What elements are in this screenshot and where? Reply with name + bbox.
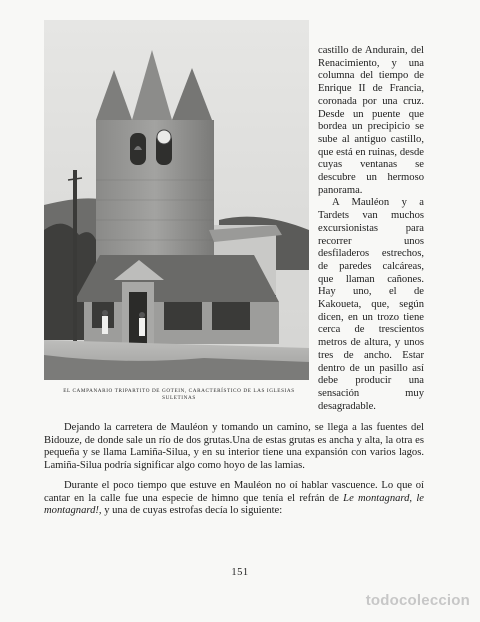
song-refrain-italic: Le montagnard, le montagnard!, — [44, 492, 424, 517]
body-text-2 — [44, 480, 424, 518]
right-column-text — [318, 45, 424, 413]
body-text-1 — [44, 422, 424, 473]
body-paragraph-2-part-1: Durante el poco tiempo que estuve en Mauléon no oí hablar vascuence. Lo que oí cantar en la calle fue una especie de himno que tenía el refrán de — [44, 480, 424, 504]
right-column-paragraph-1: castillo de Andurain, del Renacimiento, y una columna del tiempo de Enrique II de Francia, coronada por una cruz. Desde un puente que bordea un precipicio se sube al antiguo castillo, que está en ruinas, desde cuyas ventanas se descubre un hermoso panorama. — [318, 45, 424, 196]
page-number: 151 — [231, 567, 249, 578]
body-paragraph-1: Dejando la carretera de Mauléon y tomando un camino, se llega a las fuentes del Bidouze, de donde sale un río de dos grutas.Una de estas grutas es ancha y alta, la otra es pequeña y se llama Lamiña-Silua, y en su interior tiene una expansión con varios lagos. Lamiña-Silua podría significar algo como hoyo de las lamias. — [44, 422, 424, 472]
watermark-logo: todocoleccion — [365, 592, 470, 609]
body-paragraph-2-part-2: y una de cuyas estrofas decía lo siguiente: — [101, 505, 283, 517]
bell-tower-photo — [44, 20, 309, 380]
right-column-paragraph-2: A Mauléon y a Tardets van muchos excursionistas para recorrer unos desfiladeros estrechos, de paredes calcáreas, que llaman cañones. Hay uno, el de Kakoueta, que, según dicen, en un trozo tiene cerca de trescientos metros de altura, y unos tres de ancho. Estar dentro de un pasillo así debe producir una sensación muy desagradable. — [318, 197, 424, 412]
church-illustration — [44, 20, 309, 380]
body-paragraph-2 — [44, 480, 424, 518]
photo-caption: EL CAMPANARIO TRIPARTITO DE GOTEIN, CARACTERÍSTICO DE LAS IGLESIAS SULETINAS — [63, 388, 295, 401]
